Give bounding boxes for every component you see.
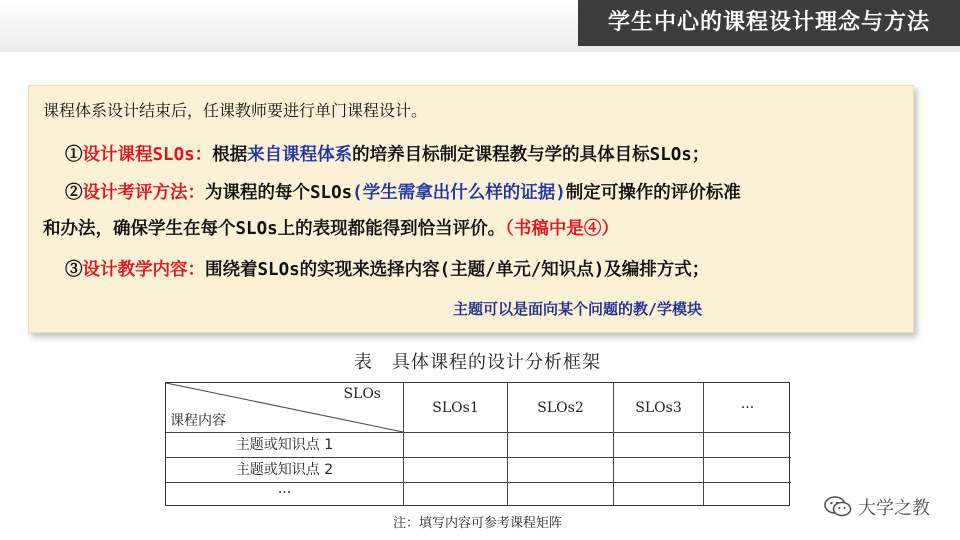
item-2-text-c: 和办法，确保学生在每个SLOs上的表现都能得到恰当评价。 [43,219,506,239]
analysis-table [165,382,790,506]
item-2 [65,179,741,204]
item-2-marker: ② [65,183,83,203]
item-2-remark: （书稿中是④） [505,219,619,239]
table-cell [508,433,614,458]
intro-line: 课程体系设计结束后，任课教师要进行单门课程设计。 [43,101,428,120]
watermark [824,494,930,520]
table-cell [404,483,508,505]
item-3-marker: ③ [65,260,83,280]
table-cell [704,483,791,505]
item-3-label: 设计教学内容： [82,260,205,280]
row-header: 主题或知识点 1 [166,433,404,458]
item-1-marker: ① [65,145,83,165]
table-cell [614,433,704,458]
item-1-text-b: 的培养目标制定课程教与学的具体目标SLOs； [352,145,710,165]
table-figure [155,346,800,536]
column-header: SLOs1 [404,383,508,433]
item-1-text-a: 根据 [212,145,248,165]
item-2-label: 设计考评方法： [82,183,205,203]
slide-title: 学生中心的课程设计理念与方法 [578,0,960,46]
item-3 [65,256,709,281]
footnote: 主题可以是面向某个问题的教/学模块 [453,300,703,318]
corner-cell [166,383,404,433]
column-header: ··· [704,383,791,433]
table-cell [614,483,704,505]
wechat-icon [824,496,852,518]
row-header: ··· [166,483,404,505]
note-box [28,85,914,333]
table-cell [404,433,508,458]
figure-title: 表 具体课程的设计分析框架 [354,352,601,373]
table-cell [404,458,508,483]
item-1-label: 设计课程SLOs： [82,145,213,165]
item-2-text-a: 为课程的每个SLOs [205,183,353,203]
item-2-continued [43,215,619,240]
column-header: SLOs2 [508,383,614,433]
corner-bottom-label: 课程内容 [170,413,226,429]
item-1-highlight: 来自课程体系 [247,145,353,165]
table-cell [704,458,791,483]
item-1 [65,141,709,166]
item-3-text-a: 围绕着SLOs的实现来选择内容(主题/单元/知识点)及编排方式； [205,260,710,280]
table-cell [614,458,704,483]
row-header: 主题或知识点 2 [166,458,404,483]
item-2-text-b: 制定可操作的评价标准 [565,183,741,203]
table-cell [704,433,791,458]
table-cell [508,483,614,505]
watermark-text: 大学之教 [858,498,930,519]
figure-note: 注：填写内容可参考课程矩阵 [392,516,562,531]
corner-top-label: SLOs [343,386,381,402]
item-2-highlight: (学生需拿出什么样的证据) [352,183,566,203]
column-header: SLOs3 [614,383,704,433]
table-cell [508,458,614,483]
